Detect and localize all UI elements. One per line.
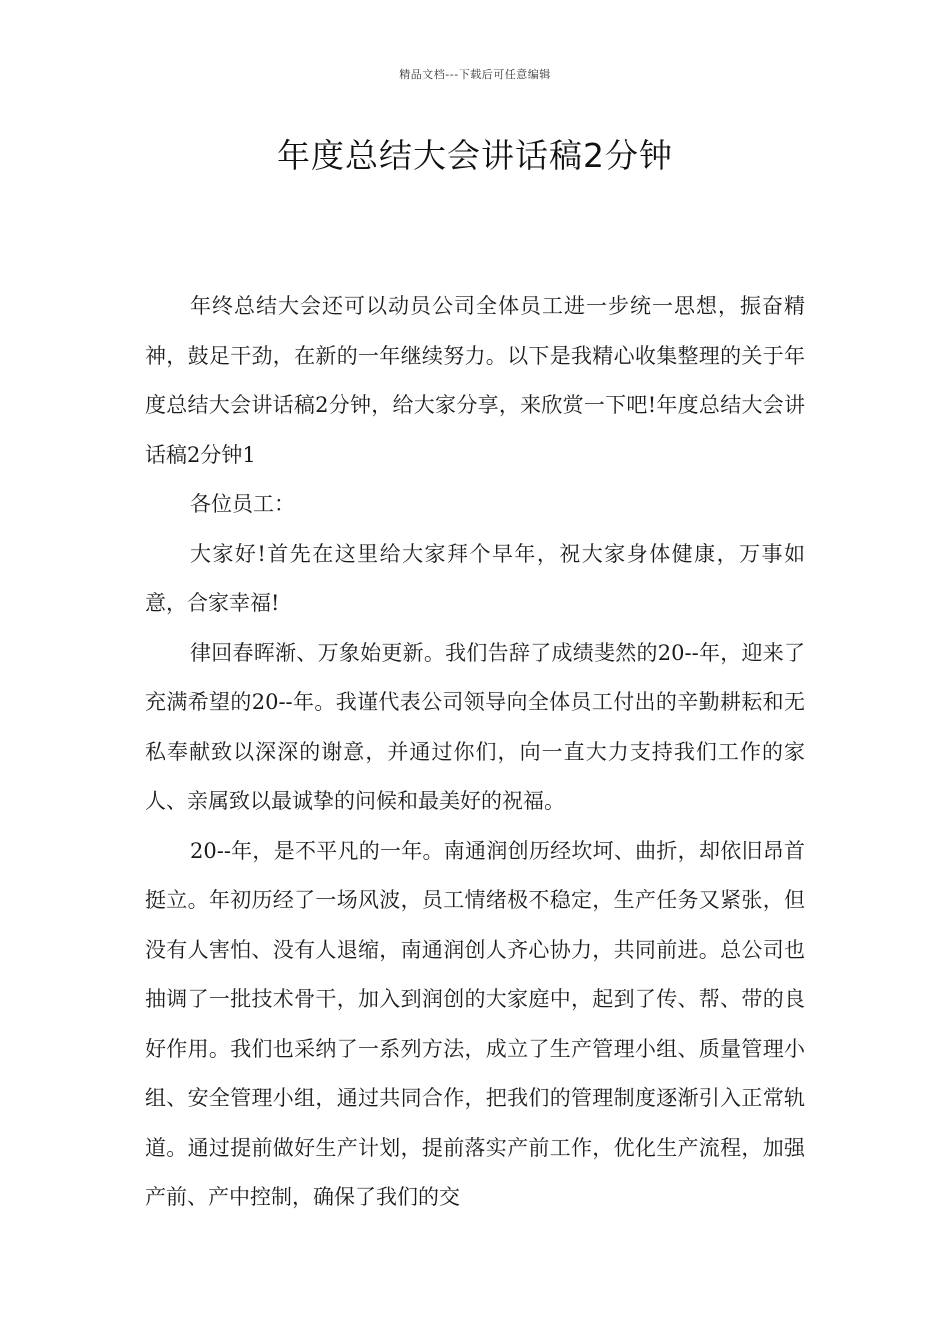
page-header-note: 精品文档---下载后可任意编辑 bbox=[399, 68, 551, 81]
paragraph-greeting: 大家好!首先在这里给大家拜个早年，祝大家身体健康，万事如意，合家幸福! bbox=[145, 541, 805, 615]
document-title: 年度总结大会讲话稿2分钟 bbox=[277, 136, 673, 175]
paragraph-salutation: 各位员工： bbox=[190, 492, 295, 516]
document-body bbox=[145, 282, 805, 1223]
paragraph-new-year: 律回春晖渐、万象始更新。我们告辞了成绩斐然的20--年，迎来了充满希望的20--年。我谨代表公司领导向全体员工付出的辛勤耕耘和无私奉献致以深深的谢意，并通过你们，向一直大力支持我们工作的家人、亲属致以最诚挚的问候和最美好的祝福。 bbox=[145, 640, 805, 813]
paragraph-review: 20--年，是不平凡的一年。南通润创历经坎坷、曲折，却依旧昂首挺立。年初历经了一场风波，员工情绪极不稳定，生产任务又紧张，但没有人害怕、没有人退缩，南通润创人齐心协力，共同前进。总公司也抽调了一批技术骨干，加入到润创的大家庭中，起到了传、帮、带的良好作用。我们也采纳了一系列方法，成立了生产管理小组、质量管理小组、安全管理小组，通过共同合作，把我们的管理制度逐渐引入正常轨道。通过提前做好生产计划，提前落实产前工作，优化生产流程，加强产前、产中控制，确保了我们的交 bbox=[145, 838, 805, 1209]
paragraph-intro: 年终总结大会还可以动员公司全体员工进一步统一思想，振奋精神，鼓足干劲，在新的一年继续努力。以下是我精心收集整理的关于年度总结大会讲话稿2分钟，给大家分享，来欣赏一下吧!年度总结大会讲话稿2分钟1 bbox=[145, 294, 805, 467]
